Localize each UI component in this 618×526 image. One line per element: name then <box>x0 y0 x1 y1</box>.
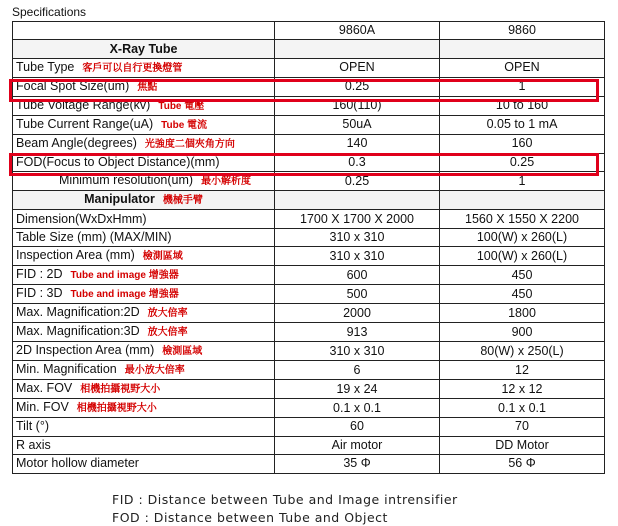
row-label: FID : 3D <box>16 286 63 301</box>
table-row <box>13 380 605 399</box>
row-note: Tube and image 增強器 <box>70 270 179 282</box>
row-label: Min. Magnification <box>16 362 117 377</box>
row-label-cell <box>13 134 275 153</box>
table-row <box>13 342 605 361</box>
row-label: Tube Current Range(uA) <box>16 116 154 131</box>
value-9860: 0.1 x 0.1 <box>440 399 605 418</box>
value-9860: 450 <box>440 285 605 304</box>
table-row <box>13 153 605 171</box>
row-label: Dimension(WxDxHmm) <box>16 211 147 226</box>
value-9860: 70 <box>440 418 605 436</box>
row-note: 放大倍率 <box>147 308 188 320</box>
value-9860a: 310 x 310 <box>275 342 440 361</box>
value-9860a: Air motor <box>275 436 440 454</box>
row-label-cell <box>13 247 275 266</box>
row-note: 最小放大倍率 <box>124 365 185 377</box>
row-note: Tube and image 增強器 <box>70 289 179 301</box>
row-label: Min. FOV <box>16 400 69 415</box>
value-9860a: 600 <box>275 266 440 285</box>
value-9860a: 60 <box>275 418 440 436</box>
row-label: Table Size (mm) (MAX/MIN) <box>16 229 172 244</box>
value-9860 <box>440 40 605 58</box>
row-label: Max. FOV <box>16 381 73 396</box>
value-9860a <box>275 40 440 58</box>
value-9860a: 50uA <box>275 115 440 134</box>
row-label-cell <box>13 342 275 361</box>
value-9860a: 500 <box>275 285 440 304</box>
row-label: 2D Inspection Area (mm) <box>16 343 155 358</box>
value-9860: OPEN <box>440 58 605 77</box>
table-row <box>13 323 605 342</box>
row-label-cell <box>13 361 275 380</box>
value-9860a: 913 <box>275 323 440 342</box>
value-9860a: 0.3 <box>275 153 440 171</box>
row-label: Minimum resolution(um) <box>59 173 194 188</box>
table-row <box>13 77 605 96</box>
value-9860a: 310 x 310 <box>275 228 440 246</box>
value-9860: 12 <box>440 361 605 380</box>
page-title: Specifications <box>12 5 87 19</box>
row-label: X-Ray Tube <box>109 41 178 56</box>
table-row <box>13 210 605 228</box>
value-9860a: 0.25 <box>275 172 440 191</box>
table-row <box>13 172 605 191</box>
value-9860 <box>440 191 605 210</box>
row-note: 相機拍攝視野大小 <box>76 403 157 415</box>
value-9860: 12 x 12 <box>440 380 605 399</box>
value-9860: 900 <box>440 323 605 342</box>
row-label: Tube Type <box>16 59 75 74</box>
table-row <box>13 285 605 304</box>
row-note: 機械手臂 <box>162 195 203 207</box>
value-9860a <box>275 191 440 210</box>
row-label-cell <box>13 210 275 228</box>
row-label-cell <box>13 323 275 342</box>
row-label-cell <box>13 418 275 436</box>
section-row <box>13 191 605 210</box>
row-label-cell <box>13 153 275 171</box>
value-9860: 100(W) x 260(L) <box>440 228 605 246</box>
row-label-cell <box>13 77 275 96</box>
row-note: 放大倍率 <box>147 327 188 339</box>
row-label-cell <box>13 96 275 115</box>
row-note: 檢測區域 <box>162 346 203 358</box>
row-label-cell <box>13 285 275 304</box>
value-9860a: 160(110) <box>275 96 440 115</box>
value-9860a: 310 x 310 <box>275 247 440 266</box>
table-row <box>13 96 605 115</box>
row-label: Inspection Area (mm) <box>16 248 135 263</box>
row-label-cell <box>13 304 275 323</box>
row-note: 光強度二個夾角方向 <box>144 138 235 150</box>
value-9860a: 2000 <box>275 304 440 323</box>
row-label: Motor hollow diameter <box>16 456 139 471</box>
row-label: FID : 2D <box>16 267 63 282</box>
table-row <box>13 115 605 134</box>
value-9860a: 140 <box>275 134 440 153</box>
value-9860a: 19 x 24 <box>275 380 440 399</box>
table-row <box>13 134 605 153</box>
value-9860: 0.25 <box>440 153 605 171</box>
table-header-row <box>13 22 605 40</box>
table-row <box>13 228 605 246</box>
row-label: Beam Angle(degrees) <box>16 135 137 150</box>
row-label-cell <box>13 115 275 134</box>
table-row <box>13 455 605 473</box>
table-row <box>13 247 605 266</box>
column-header: 9860A <box>275 22 440 40</box>
value-9860: 1 <box>440 77 605 96</box>
row-label-cell <box>13 191 275 210</box>
value-9860a: 1700 X 1700 X 2000 <box>275 210 440 228</box>
table-row <box>13 304 605 323</box>
value-9860a: 0.1 x 0.1 <box>275 399 440 418</box>
value-9860a: 6 <box>275 361 440 380</box>
table-row <box>13 266 605 285</box>
value-9860: 10 to 160 <box>440 96 605 115</box>
row-label: R axis <box>16 437 51 452</box>
specifications-table <box>12 21 605 474</box>
table-row <box>13 361 605 380</box>
value-9860: 1 <box>440 172 605 191</box>
value-9860: 80(W) x 250(L) <box>440 342 605 361</box>
row-label: FOD(Focus to Object Distance)(mm) <box>16 155 220 170</box>
column-header <box>13 22 275 40</box>
row-note: 檢測區域 <box>142 251 183 263</box>
table-row <box>13 436 605 454</box>
value-9860a: OPEN <box>275 58 440 77</box>
row-note: Tube 電壓 <box>158 100 205 112</box>
value-9860: 1800 <box>440 304 605 323</box>
section-row <box>13 40 605 58</box>
table-row <box>13 399 605 418</box>
value-9860a: 0.25 <box>275 77 440 96</box>
row-note: 焦點 <box>137 81 158 93</box>
row-label: Focal Spot Size(um) <box>16 78 130 93</box>
value-9860: 0.05 to 1 mA <box>440 115 605 134</box>
row-label-cell <box>13 380 275 399</box>
row-label-cell <box>13 40 275 58</box>
value-9860: DD Motor <box>440 436 605 454</box>
column-header: 9860 <box>440 22 605 40</box>
row-note: Tube 電流 <box>161 119 208 131</box>
row-label: Max. Magnification:2D <box>16 305 140 320</box>
row-label-cell <box>13 172 275 191</box>
row-label: Manipulator <box>84 192 155 207</box>
row-note: 客戶可以自行更換燈管 <box>82 62 183 74</box>
table-row <box>13 418 605 436</box>
value-9860: 1560 X 1550 X 2200 <box>440 210 605 228</box>
row-label-cell <box>13 399 275 418</box>
row-label-cell <box>13 228 275 246</box>
row-label: Max. Magnification:3D <box>16 324 140 339</box>
row-label-cell <box>13 436 275 454</box>
value-9860: 56 Φ <box>440 455 605 473</box>
row-label-cell <box>13 455 275 473</box>
table-row <box>13 58 605 77</box>
value-9860: 450 <box>440 266 605 285</box>
row-label-cell <box>13 58 275 77</box>
row-label: Tube Voltage Range(kv) <box>16 97 151 112</box>
row-note: 最小解析度 <box>201 176 252 188</box>
footnote-fod: FOD : Distance between Tube and Object <box>112 510 388 525</box>
row-label: Tilt (°) <box>16 419 49 434</box>
value-9860: 160 <box>440 134 605 153</box>
row-note: 相機拍攝視野大小 <box>80 384 161 396</box>
row-label-cell <box>13 266 275 285</box>
value-9860a: 35 Φ <box>275 455 440 473</box>
footnote-fid: FID : Distance between Tube and Image intrensifier <box>112 492 458 507</box>
value-9860: 100(W) x 260(L) <box>440 247 605 266</box>
